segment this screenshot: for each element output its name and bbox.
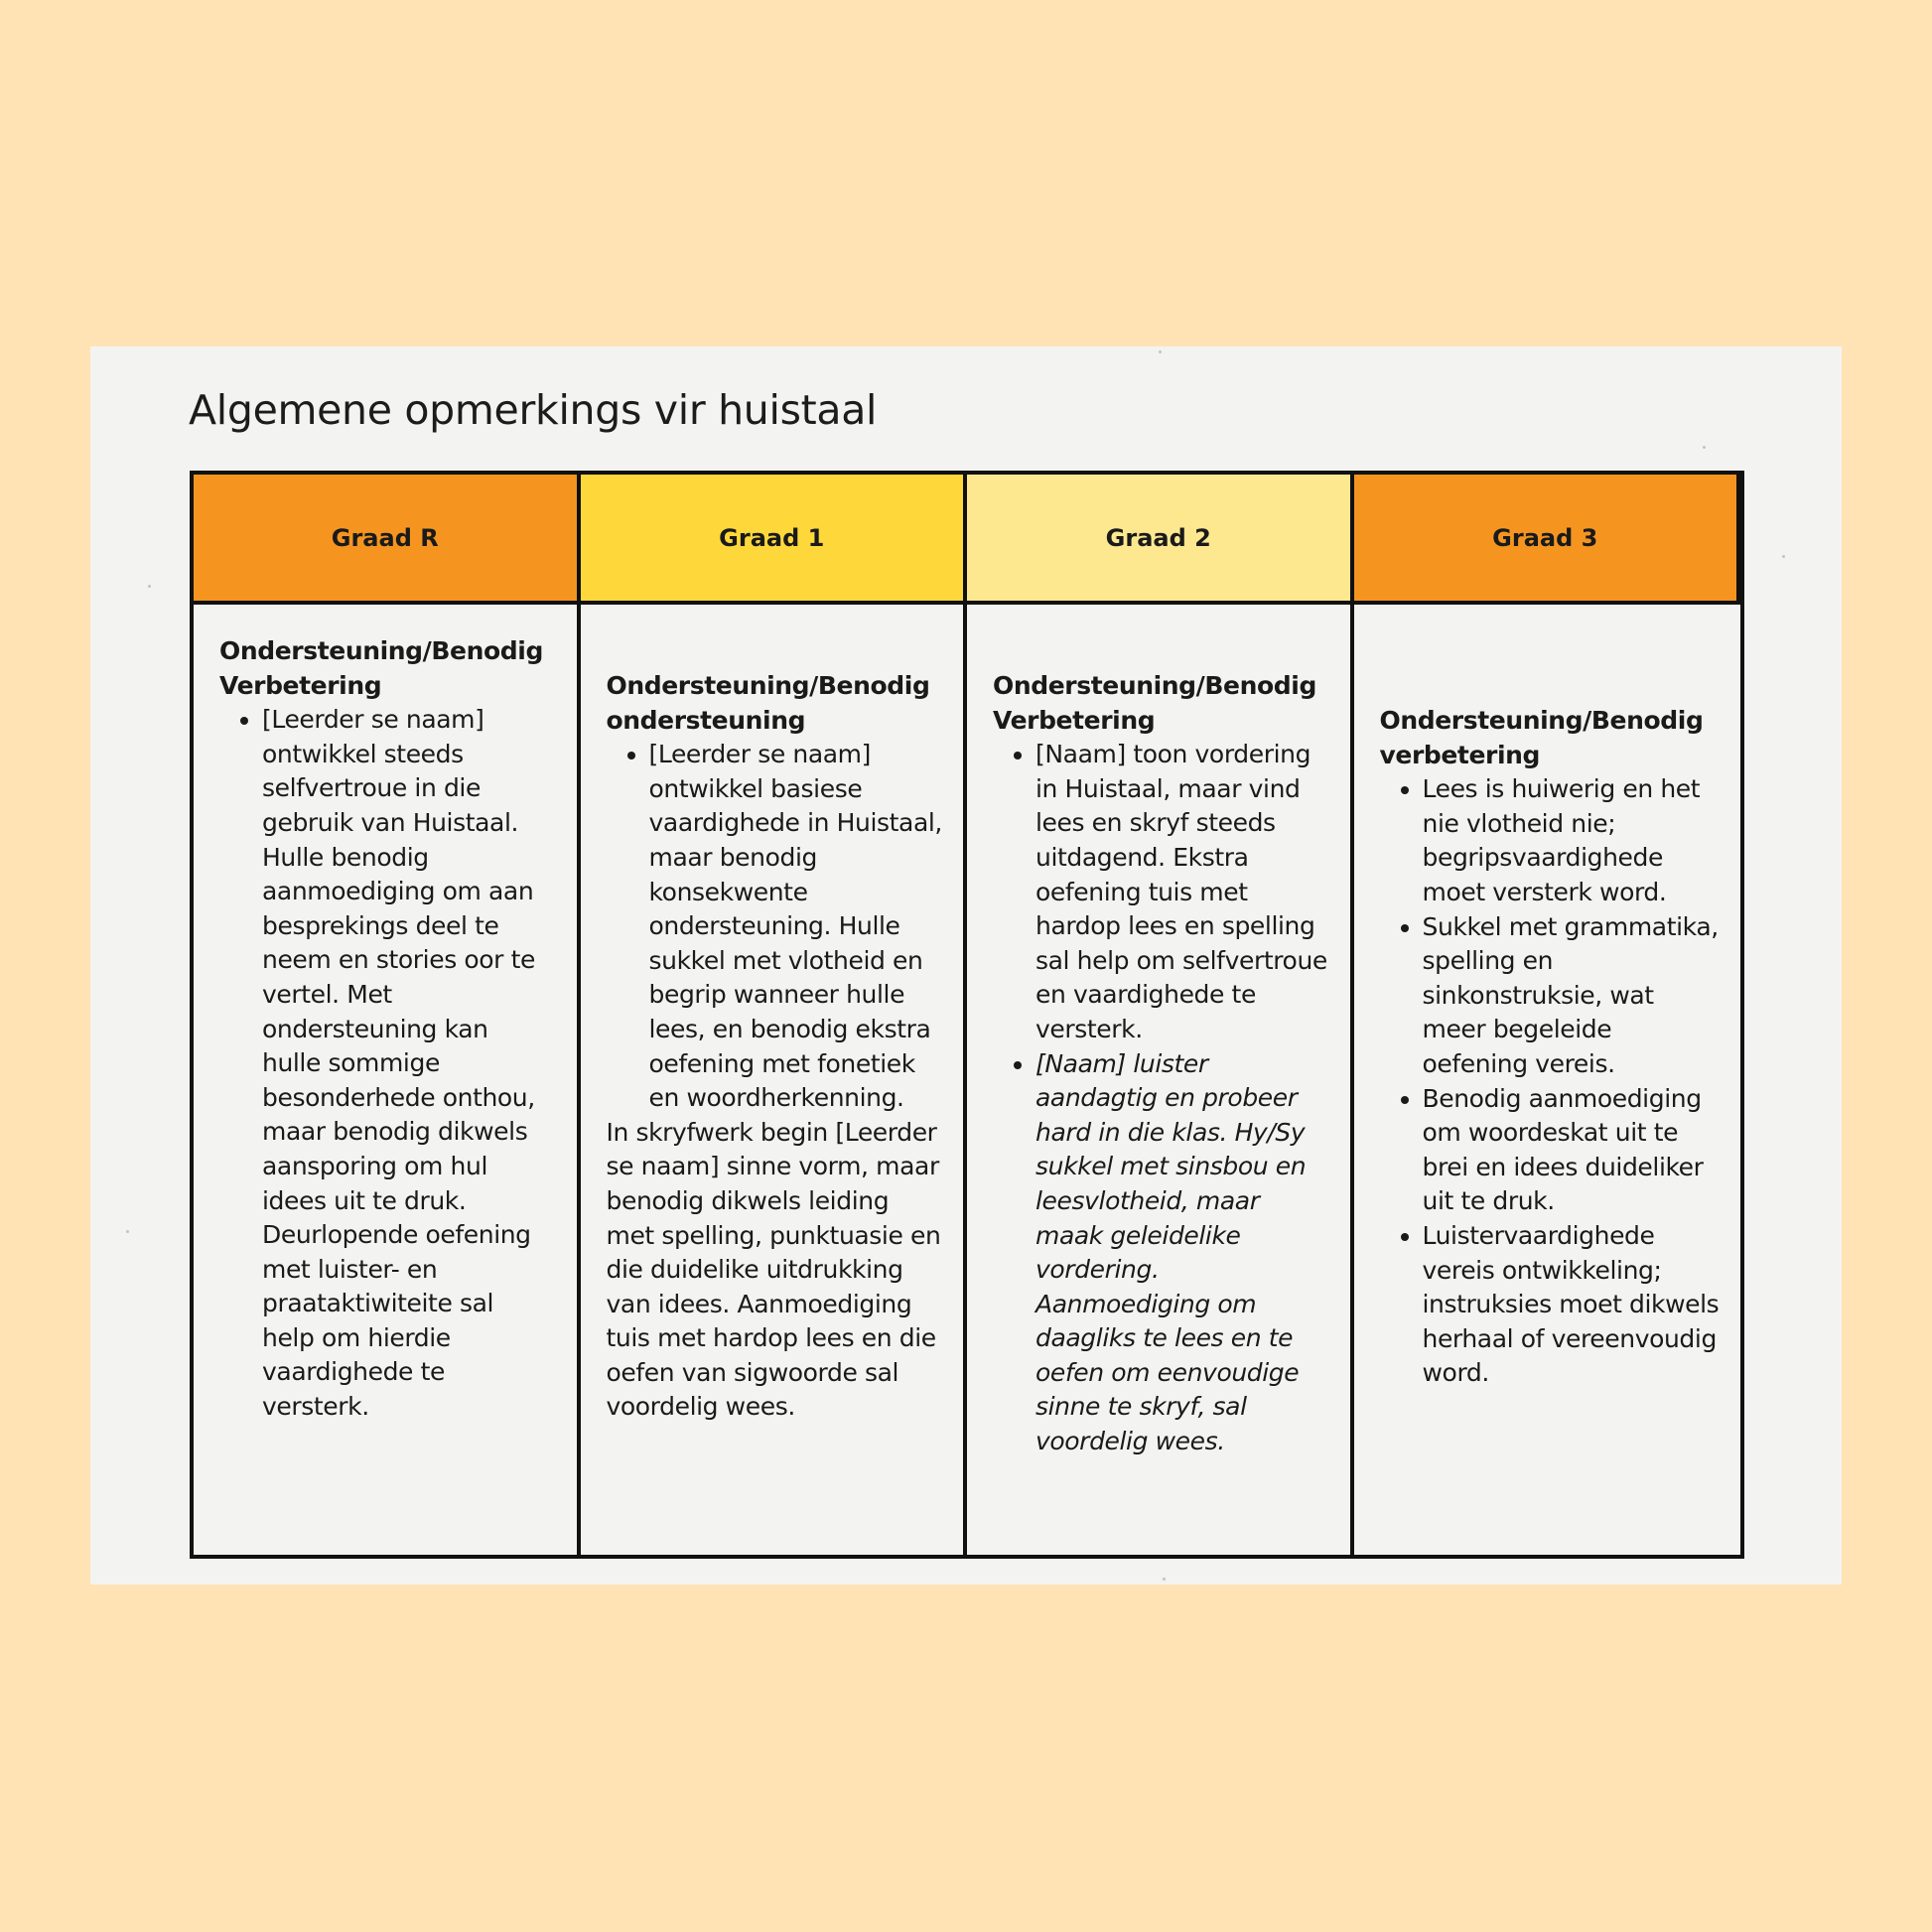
cell-heading: Ondersteuning/Benodig Verbetering	[219, 636, 543, 700]
cell-graad-1	[581, 605, 968, 1555]
cell-heading: Ondersteuning/Benodig verbetering	[1379, 706, 1704, 769]
column-header-graad-r: Graad R	[194, 475, 581, 605]
paper-speck	[1782, 555, 1785, 558]
comment-item: • [Leerder se naam] ontwikkel basiese vaardighede in Huistaal, maar benodig konsekwente ondersteuning. Hulle sukkel met vlotheid en begrip wanneer hulle lees, en benodig ekstra oefening met fonetiek en woordherkenning.	[649, 738, 944, 1116]
comment-item: • Luistervaardighede vereis ontwikkeling; instruksies moet dikwels herhaal of vereenvoudig word.	[1423, 1219, 1722, 1391]
paper-speck	[148, 585, 151, 588]
comment-item: • [Leerder se naam] ontwikkel steeds selfvertroue in die gebruik van Huistaal. Hulle benodig aanmoediging om aan besprekings deel te neem en stories oor te vertel. Met ondersteuning kan hulle sommige besonderhede onthou, maar benodig dikwels aansporing om hul idees uit te druk. Deurlopende oefening met luister- en praataktiwiteite sal help om hierdie vaardighede te versterk.	[262, 703, 553, 1424]
comment-item: • Lees is huiwerig en het nie vlotheid nie; begripsvaardighede moet versterk word.	[1423, 772, 1722, 909]
paper-speck	[126, 1230, 129, 1233]
comment-list	[1380, 772, 1722, 1391]
comments-sheet	[90, 346, 1842, 1585]
cell-graad-3	[1354, 605, 1741, 1555]
paper-speck	[1163, 1578, 1166, 1581]
cell-heading: Ondersteuning/Benodig Verbetering	[993, 671, 1316, 735]
cell-heading: Ondersteuning/Benodig ondersteuning	[606, 671, 930, 735]
column-header-graad-2: Graad 2	[967, 475, 1354, 605]
cell-graad-r	[194, 605, 581, 1555]
comment-item-italic: • [Naam] luister aandagtig en probeer hard in die klas. Hy/Sy sukkel met sinsbou en leesvlotheid, maar maak geleidelike vordering. Aanmoediging om daagliks te lees en te oefen om eenvoudige sinne te skryf, sal voordelig wees.	[1035, 1047, 1330, 1459]
comment-list	[219, 703, 553, 1424]
comment-list	[607, 738, 944, 1116]
comment-list	[993, 738, 1330, 1458]
comment-paragraph: In skryfwerk begin [Leerder se naam] sinne vorm, maar benodig dikwels leiding met spelling, punktuasie en die duidelike uitdrukking van idees. Aanmoediging tuis met hardop lees en die oefen van sigwoorde sal voordelig wees.	[606, 1117, 941, 1422]
comment-item: • [Naam] toon vordering in Huistaal, maar vind lees en skryf steeds uitdagend. Ekstra oefening tuis met hardop lees en spelling sal help om selfvertroue en vaardighede te versterk.	[1035, 738, 1330, 1046]
page-title: Algemene opmerkings vir huistaal	[189, 386, 878, 434]
comment-item: • Sukkel met grammatika, spelling en sinkonstruksie, wat meer begeleide oefening vereis.	[1423, 910, 1722, 1082]
column-header-graad-1: Graad 1	[581, 475, 968, 605]
cell-graad-2	[967, 605, 1354, 1555]
grade-comments-table	[190, 471, 1744, 1559]
comment-item: • Benodig aanmoediging om woordeskat uit te brei en idees duideliker uit te druk.	[1423, 1082, 1722, 1219]
column-header-graad-3: Graad 3	[1354, 475, 1741, 605]
paper-speck	[1159, 350, 1162, 353]
paper-speck	[1703, 446, 1706, 449]
